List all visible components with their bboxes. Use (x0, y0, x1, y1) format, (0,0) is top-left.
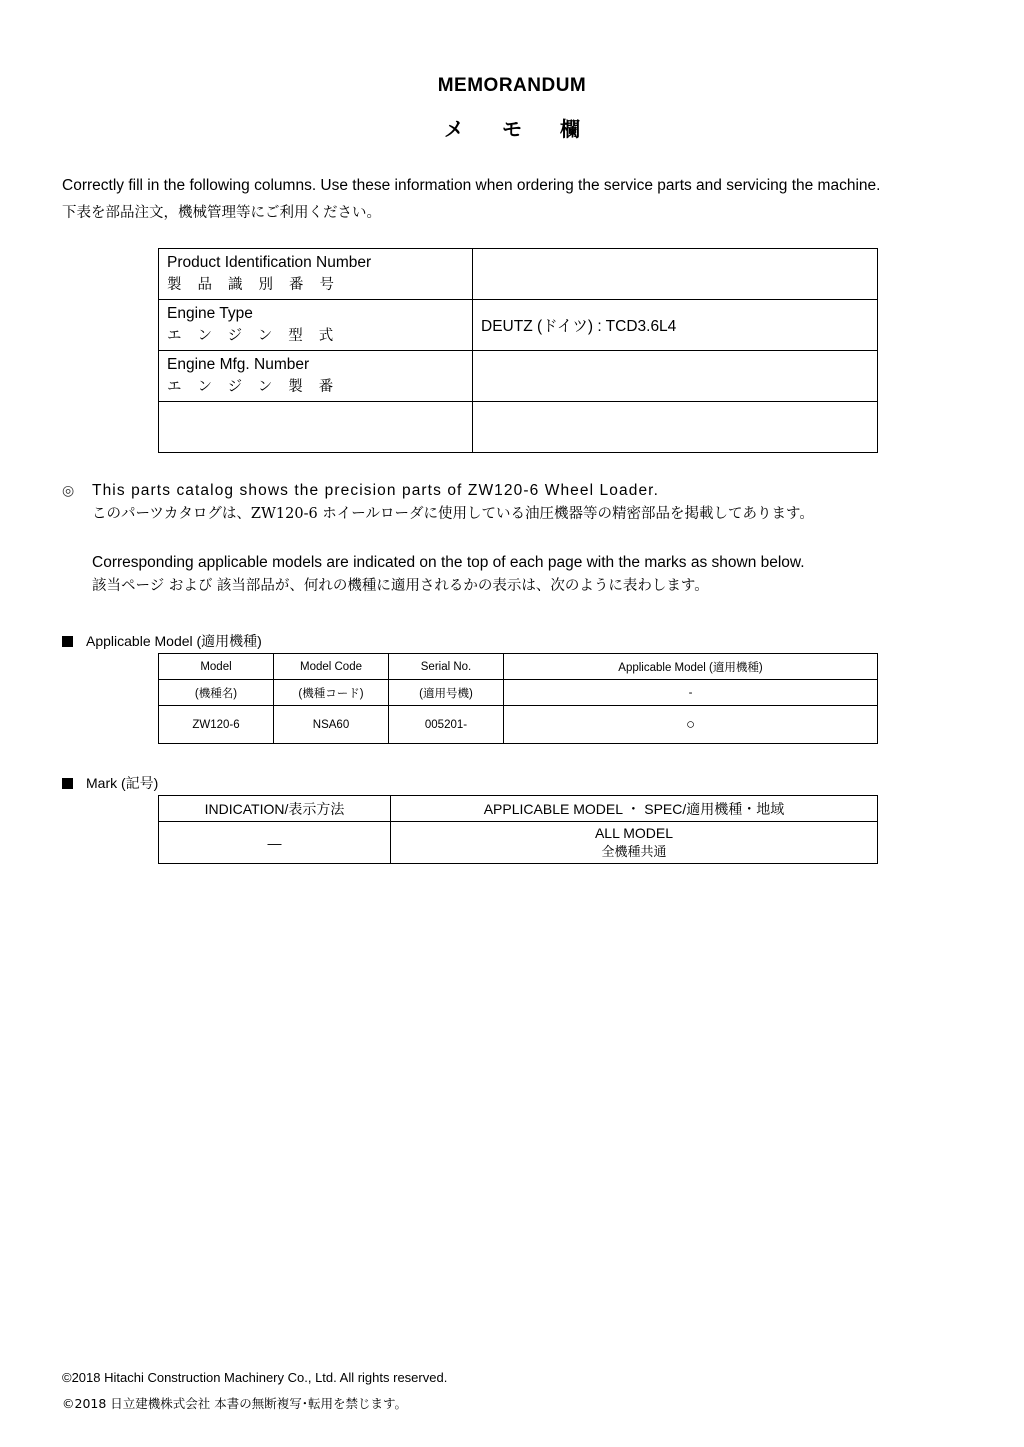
applicable-model-heading (62, 631, 262, 651)
blank-label[interactable] (159, 402, 473, 453)
document-title-jp: メモ欄 (444, 119, 618, 141)
table-header-row (159, 680, 878, 706)
table-header-row (159, 796, 878, 822)
header-cell: INDICATION/表示方法 (159, 796, 391, 822)
header-cell: (機種名) (159, 680, 274, 706)
table-row (159, 822, 878, 864)
copyright-jp: ©2018 日立建機株式会社 本書の無断複写･転用を禁じます。 (62, 1396, 408, 1411)
table-row (159, 351, 878, 402)
row-label (159, 351, 473, 402)
applicable-model-table (158, 653, 878, 744)
all-model-text: ALL MODEL (594, 825, 674, 841)
table-row (159, 249, 878, 300)
indication-cell: — (159, 822, 391, 864)
mark-table (158, 795, 878, 864)
table-row (159, 300, 878, 351)
copyright-en: ©2018 Hitachi Construction Machinery Co., Ltd. All rights reserved. (62, 1370, 448, 1385)
note-block (62, 480, 982, 598)
row-label (159, 249, 473, 300)
label-jp: エンジン型式 (167, 328, 350, 344)
serial-no-cell: 005201- (389, 706, 504, 744)
row-label (159, 300, 473, 351)
applicable-model-heading-text: Applicable Model (適用機種) (86, 633, 262, 649)
note2-text-jp: 該当ページ および 該当部品が、何れの機種に適用されるかの表示は、次のように表わします。 (92, 578, 709, 594)
info-table (158, 248, 878, 453)
notes-section (62, 480, 982, 598)
label-jp: 製品識別番号 (167, 277, 350, 293)
applicable-mark-cell: ○ (504, 706, 878, 744)
model-cell: ZW120-6 (159, 706, 274, 744)
double-circle-icon: ◎ (62, 482, 75, 498)
table-header-row (159, 654, 878, 680)
label-en: Engine Type (167, 305, 253, 322)
label-jp: エンジン製番 (167, 379, 350, 395)
square-bullet-icon (62, 778, 73, 789)
header-cell: Serial No. (389, 654, 504, 680)
note2-text: Corresponding applicable models are indicated on the top of each page with the marks as shown below. (92, 554, 805, 571)
intro-text: Correctly fill in the following columns. Use these information when ordering the service parts and servicing the machine. (62, 177, 881, 194)
document-title: MEMORANDUM (437, 75, 587, 96)
header-cell: (適用号機) (389, 680, 504, 706)
header-cell: Model (159, 654, 274, 680)
header-cell: APPLICABLE MODEL ・ SPEC/適用機種・地域 (391, 796, 878, 822)
note-content (92, 480, 814, 598)
mark-heading (62, 773, 158, 793)
blank-value[interactable] (473, 402, 878, 453)
intro-text-jp: 下表を部品注文，機械管理等にご利用ください。 (62, 205, 381, 221)
header-cell: Model Code (274, 654, 389, 680)
model-code-cell: NSA60 (274, 706, 389, 744)
header-cell: (機種コード) (274, 680, 389, 706)
applicable-spec-cell (391, 822, 878, 864)
header-cell: - (504, 680, 878, 706)
mark-heading-text: Mark (記号) (86, 775, 159, 791)
header-cell: Applicable Model (適用機種) (504, 654, 878, 680)
label-en: Engine Mfg. Number (167, 356, 310, 373)
square-bullet-icon (62, 636, 73, 647)
table-row (159, 402, 878, 453)
engine-type-value: DEUTZ (ドイツ) : TCD3.6L4 (473, 300, 878, 351)
table-row (159, 706, 878, 744)
all-model-text-jp: 全機種共通 (601, 845, 667, 860)
product-id-value[interactable] (473, 249, 878, 300)
engine-mfg-number-value[interactable] (473, 351, 878, 402)
note1-text-jp: このパーツカタログは、ZW120-6 ホイールローダに使用している油圧機器等の精密部品を掲載してあります。 (92, 506, 814, 522)
note1-text: This parts catalog shows the precision parts of ZW120-6 Wheel Loader. (92, 482, 659, 499)
label-en: Product Identification Number (167, 254, 372, 271)
